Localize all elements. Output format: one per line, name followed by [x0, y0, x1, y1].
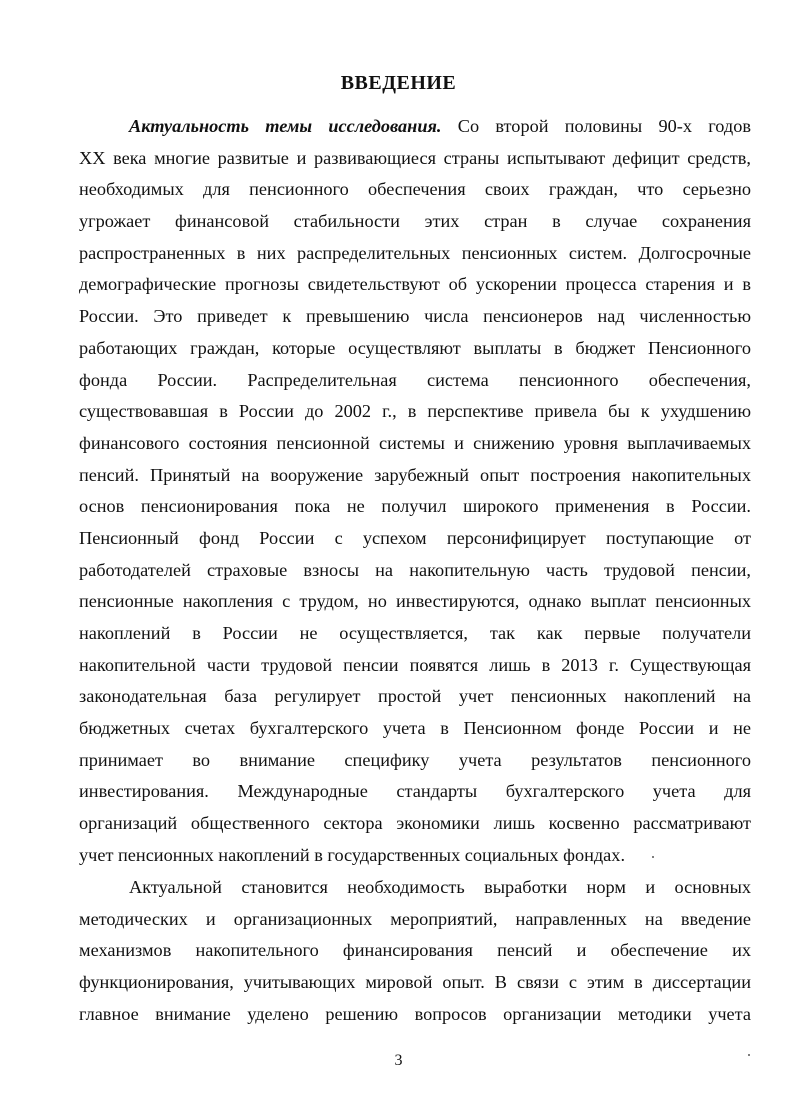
paragraph-line: работодателей страховые взносы на накопительную часть трудовой пенсии, [79, 559, 751, 580]
scan-speck [652, 856, 654, 858]
paragraph-line: России. Это приведет к превышению числа пенсионеров над численностью [79, 306, 751, 327]
paragraph-line: необходимых для пенсионного обеспечения своих граждан, что серьезно [79, 179, 751, 200]
paragraph-line: фонда России. Распределительная система пенсионного обеспечения, [79, 369, 751, 390]
paragraph-line: принимает во внимание специфику учета результатов пенсионного [79, 749, 751, 770]
paragraph-line: механизмов накопительного финансирования пенсий и обеспечение их [79, 940, 751, 961]
paragraph-line: работающих граждан, которые осуществляют выплаты в бюджет Пенсионного [79, 337, 751, 358]
paragraph-line: бюджетных счетах бухгалтерского учета в Пенсионном фонде России и не [79, 718, 751, 739]
paragraph-line: функционирования, учитывающих мировой опыт. В связи с этим в диссертации [79, 972, 751, 993]
paragraph-line: организаций общественного сектора экономики лишь косвенно рассматривают [79, 813, 751, 834]
paragraph-line: пенсионные накопления с трудом, но инвестируются, однако выплат пенсионных [79, 591, 751, 612]
paragraph-line: существовавшая в России до 2002 г., в перспективе привела бы к ухудшению [79, 401, 751, 422]
page-number: 3 [394, 1052, 403, 1069]
page-title: ВВЕДЕНИЕ [340, 72, 457, 94]
paragraph-line: распространенных в них распределительных пенсионных систем. Долгосрочные [79, 242, 751, 263]
paragraph-line: Пенсионный фонд России с успехом персонифицирует поступающие от [79, 527, 751, 548]
paragraph-line: финансового состояния пенсионной системы и снижению уровня выплачиваемых [79, 432, 751, 453]
paragraph-line: Актуальной становится необходимость выработки норм и основных [129, 877, 751, 897]
paragraph-line: методических и организационных мероприятий, направленных на введение [79, 908, 751, 929]
paragraph-line: главное внимание уделено решению вопросов организации методики учета [79, 1003, 751, 1024]
paragraph-line: угрожает финансовой стабильности этих стран в случае сохранения [79, 211, 751, 232]
paragraph-line: пенсий. Принятый на вооружение зарубежный опыт построения накопительных [79, 464, 751, 485]
paragraph-line: XX века многие развитые и развивающиеся страны испытывают дефицит средств, [79, 147, 751, 168]
paragraph-lead: Актуальность темы исследования. [129, 116, 442, 136]
paragraph-1 [79, 111, 751, 872]
paragraph-line: законодательная база регулирует простой учет пенсионных накоплений на [79, 686, 751, 707]
paragraph-line: демографические прогнозы свидетельствуют об ускорении процесса старения и в [79, 274, 751, 295]
scan-speck [748, 1054, 750, 1056]
paragraph-line: инвестирования. Международные стандарты бухгалтерского учета для [79, 781, 751, 802]
paragraph-line: учет пенсионных накоплений в государственных социальных фондах. [79, 844, 626, 865]
paragraph-line: Актуальность темы исследования. Со второй половины 90-х годов [129, 116, 751, 136]
paragraph-line: накопительной части трудовой пенсии появятся лишь в 2013 г. Существующая [79, 654, 751, 675]
paragraph-line: основ пенсионирования пока не получил широкого применения в России. [79, 496, 751, 517]
paragraph-line: накоплений в России не осуществляется, так как первые получатели [79, 623, 751, 643]
paragraph-2 [79, 872, 751, 1030]
